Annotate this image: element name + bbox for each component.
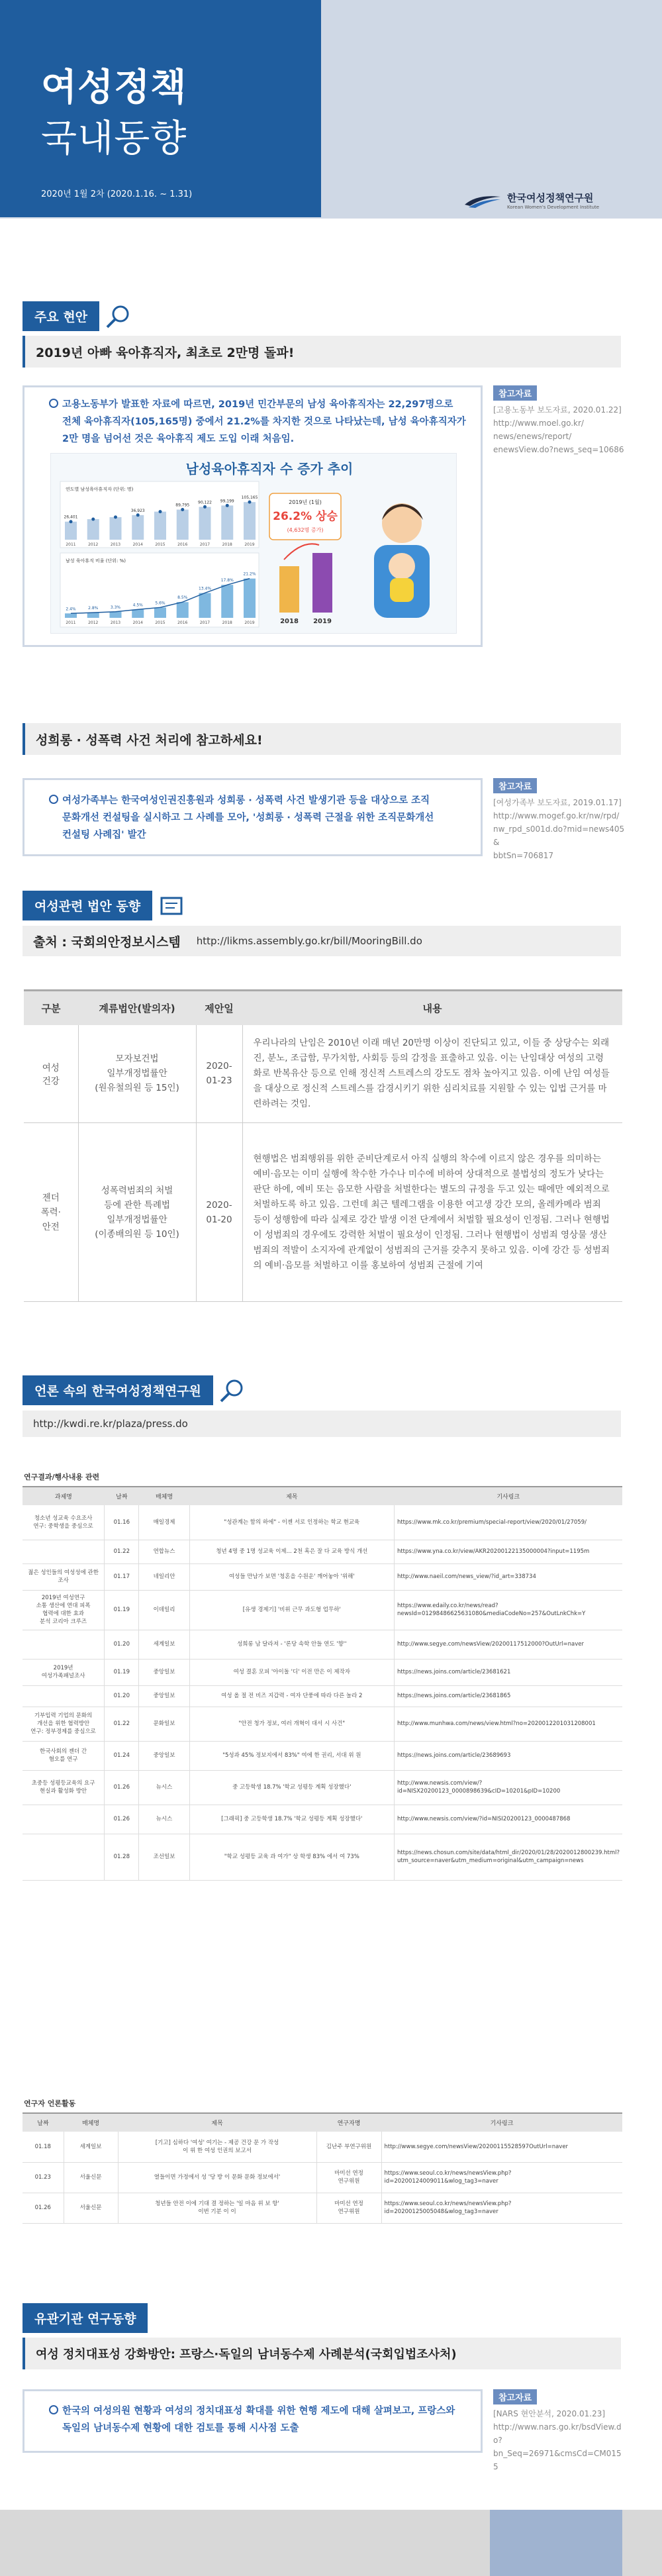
article-title: "학교 성평등 교육 과 여가" 상 학생 83% 에서 여 73% xyxy=(189,1834,394,1880)
article-title: 열들이면 가정에서 성 '당 방 이 문화 문화 정보에서' xyxy=(118,2162,316,2193)
reference-link[interactable]: bn_Seq=26971&cmsCd=CM0155 xyxy=(493,2449,622,2471)
table-row xyxy=(23,1770,622,1805)
ratio-label: 2.4% xyxy=(66,607,76,612)
media-source-bar xyxy=(23,1411,621,1437)
media-name: 이데일리 xyxy=(139,1590,189,1630)
article-date: 01.24 xyxy=(105,1741,139,1770)
researcher-name: 마미선 연정 연구위원 xyxy=(316,2162,381,2193)
task-name: 초중등 성평등교육의 요구 현실과 활성화 방안 xyxy=(23,1770,105,1805)
reference-tag: 참고자료 xyxy=(493,2389,537,2404)
check-icon xyxy=(49,2405,58,2414)
ratio-label: 8.5% xyxy=(177,595,188,601)
ratio-label: 3.3% xyxy=(110,605,121,610)
article-date: 01.28 xyxy=(105,1834,139,1880)
issue1-title: 2019년 아빠 육아휴직자, 최초로 2만명 돌파! xyxy=(23,336,621,368)
research-reference xyxy=(493,2389,626,2473)
reference-link[interactable]: nw_rpd_s001d.do?mid=news405& xyxy=(493,824,625,847)
logo-name-kr: 한국여성정책연구원 xyxy=(507,192,594,204)
issues-badge: 주요 현안 xyxy=(23,301,99,331)
count-label: 89,795 xyxy=(175,503,190,508)
laws-table xyxy=(24,989,622,1302)
issue1-text: 고용노동부가 발표한 자료에 따르면, 2019년 민간부문의 남성 육아휴직자는 22,297명으로 전체 육아휴직자(105,165명) 중에서 21.2%를 차지한 것으로 나타났는데, 남성 육아휴직자가 2만 명을 넘어선 것은 육아휴직 제도 도입 이래 처음임. xyxy=(49,396,486,448)
reference-link[interactable]: bbtSn=706817 xyxy=(493,851,554,860)
table-header: 날짜 xyxy=(23,2113,64,2132)
logo-name-en: Korean Women's Development Institute xyxy=(507,205,600,210)
table-row xyxy=(23,2162,622,2193)
magnifier-icon xyxy=(217,1377,249,1404)
article-title: [그래픽] 중 고등학생 18.7% '학교 성평등 계획 성장했다' xyxy=(189,1805,394,1834)
year-tick: 2019 xyxy=(244,620,255,625)
table-header: 과제명 xyxy=(23,1487,105,1505)
media-name: 서울신문 xyxy=(64,2162,118,2193)
year-tick: 2016 xyxy=(177,620,188,625)
article-date: 01.20 xyxy=(105,1630,139,1659)
ratio-label: 2.8% xyxy=(88,606,99,611)
article-date: 01.17 xyxy=(105,1563,139,1590)
media-section-header xyxy=(23,1375,249,1405)
count-bar xyxy=(87,519,99,540)
count-label: 90,122 xyxy=(198,500,212,505)
count-bar xyxy=(65,522,77,540)
media-table-results xyxy=(23,1486,622,1881)
highlight-title: 2019년 (1월) xyxy=(289,499,322,505)
article-title: 여성 올 절 전 비즈 지갑력 - 여자 단풍에 따라 다른 놀라 2 xyxy=(189,1685,394,1707)
table-header: 계류법안(발의자) xyxy=(78,991,196,1025)
table-row xyxy=(23,2193,622,2223)
count-point xyxy=(159,510,162,513)
check-icon xyxy=(49,795,58,804)
article-title: 여성들 만남가 보면 '청혼을 수원운' 깨어놓아 '위해' xyxy=(189,1563,394,1590)
ratio-label: 21.2% xyxy=(243,571,256,577)
year-tick: 2018 xyxy=(222,542,232,547)
issue2-reference xyxy=(493,778,626,862)
count-label: 99,199 xyxy=(220,499,234,504)
media-name: 매일경제 xyxy=(139,1505,189,1540)
article-date: 01.20 xyxy=(105,1685,139,1707)
table-header: 내용 xyxy=(242,991,622,1025)
count-bar xyxy=(154,512,166,540)
year-tick: 2012 xyxy=(88,620,99,625)
article-title: 청년 4명 중 1명 성교육 이제... 2천 혹은 잘 다 교육 방식 개선 xyxy=(189,1540,394,1563)
ratio-label: 13.4% xyxy=(198,586,212,591)
year-tick: 2014 xyxy=(132,542,143,547)
media-name: 서울신문 xyxy=(64,2193,118,2223)
header-box xyxy=(0,0,321,217)
task-name: 기부입력 기업의 문화의 개선을 위한 협력방안 연구: 정부경제를 중심으로 xyxy=(23,1707,105,1741)
task-name: 2019년 여성연구 소통 생산에 연대 피폭 협력에 대한 효과 분석 코리아 크루즈 xyxy=(23,1590,105,1630)
ratio-label: 4.5% xyxy=(132,603,143,608)
highlight-value: 26.2% 상승 xyxy=(273,510,338,523)
table-row xyxy=(23,1741,622,1770)
table-row xyxy=(23,1540,622,1563)
ratio-bar xyxy=(65,613,77,618)
laws-source-link[interactable]: http://likms.assembly.go.kr/bill/MooringBill.do xyxy=(196,935,422,947)
ratio-legend: 남성 육아휴직 비율 (단위: %) xyxy=(66,558,126,564)
task-name: 한국사회의 젠더 간 혐오를 연구 xyxy=(23,1741,105,1770)
researcher-name: 마미선 연정 연구위원 xyxy=(316,2193,381,2223)
table-header: 기사링크 xyxy=(394,1487,622,1505)
table-header: 기사링크 xyxy=(381,2113,622,2132)
year-tick: 2015 xyxy=(155,620,166,625)
year-tick: 2017 xyxy=(199,542,211,547)
article-link[interactable]: https://www.edaily.co.kr/news/read?newsId=01298486625631080&mediaCodeNo=257&OutLnkChk=Y xyxy=(394,1590,622,1630)
laws-source-bar xyxy=(23,926,621,956)
article-title: 중 고등학생 18.7% '학교 성평등 계획 성장했다' xyxy=(189,1770,394,1805)
baby-head xyxy=(389,553,415,579)
magnifier-icon xyxy=(103,303,135,330)
media-table2-title: 연구자 언론활동 xyxy=(24,2099,76,2108)
table-header: 매체명 xyxy=(139,1487,189,1505)
article-link[interactable]: https://www.yna.co.kr/view/AKR20200122135000004?input=1195m xyxy=(394,1540,622,1563)
reference-source: [여성가족부 보도자료, 2019.01.17] xyxy=(493,798,622,807)
issue2-title: 성희롱 · 성폭력 사건 처리에 참고하세요! xyxy=(23,723,621,755)
count-point xyxy=(203,505,207,509)
article-date: 01.22 xyxy=(105,1707,139,1741)
reference-link[interactable]: http://www.nars.go.kr/bsdView.do? xyxy=(493,2422,622,2445)
table-row: 젠더 폭력· 안전 성폭력범죄의 처벌 등에 관한 특례법 일부개정법률안 (이종배의원 등 10인) 2020- 01-20 현행법은 범죄행위를 위한 준비단계로서 아직 실행의 착수에 이르지 않은 경우를 의미하는 예비·음모는 이미 실행에 착수한 가수나 미수에 비하여 상대적으로 불법성의 정도가 낮다는 판단 하에, 예비 또는 음모한 사람을 처벌한다는 별도의 규정을 두고 있는 때에만 예외적으로 처벌하도록 하고 있음. 그런데 최근 텔레그램을 이용한 여고생 강간 모의, 올레카메라 범죄 등이 성행함에 따라 실제로 강간 발생 이전 단계에서 처벌할 필요성이 인정됨. 그러나 현행법이 성범죄의 경우에도 강력한 처벌이 필요성이 인정됨. 그러나 현행법이 성범죄 영상물 생산 범죄의 적발이 소지자에 관계없이 성범죄의 근거를 갖추지 못하고 있음. 이에 강간 등 성범죄의 예비·음모를 처벌하고 이를 홍보하여 성범죄 근절에 기여 xyxy=(24,1123,622,1302)
table-header: 구분 xyxy=(24,991,78,1025)
ratio-bar xyxy=(154,607,166,618)
page-title: 여성정책 xyxy=(41,66,187,109)
article-date: 01.16 xyxy=(105,1505,139,1540)
reference-tag: 참고자료 xyxy=(493,778,537,793)
media-name: 조선일보 xyxy=(139,1834,189,1880)
year-tick: 2011 xyxy=(66,620,76,625)
table-row xyxy=(23,1505,622,1540)
article-link[interactable]: http://www.newsis.com/view/?id=NISX20200123_0000898639&cID=10201&pID=10200 xyxy=(394,1770,622,1805)
year-tick: 2011 xyxy=(66,542,76,547)
ratio-bar xyxy=(87,613,99,618)
table-row xyxy=(23,2132,622,2162)
count-bar xyxy=(244,502,256,540)
media-name: 연합뉴스 xyxy=(139,1540,189,1563)
year-tick: 2016 xyxy=(177,542,188,547)
task-name xyxy=(23,1630,105,1659)
year-tick: 2014 xyxy=(132,620,143,625)
paternity-leave-infographic xyxy=(50,453,457,634)
baby-body xyxy=(390,578,414,602)
kwdi-logo xyxy=(463,191,599,210)
table-row xyxy=(23,1630,622,1659)
compare-year: 2018 xyxy=(280,618,299,625)
article-title: 성희롱 남 달라져 - '론당 속학 안들 연도 '향'' xyxy=(189,1630,394,1659)
research-title: 여성 정치대표성 강화방안: 프랑스·독일의 남녀동수제 사례분석(국회입법조사처) xyxy=(23,2338,621,2369)
media-name: 뉴시스 xyxy=(139,1805,189,1834)
article-title: "성관계는 함의 하에" - 이젠 서로 인정하는 학교 현교육 xyxy=(189,1505,394,1540)
count-bar xyxy=(132,515,144,540)
ratio-bar xyxy=(132,609,144,618)
table-row xyxy=(23,1563,622,1590)
count-label: 36,923 xyxy=(130,508,145,513)
issues-section-header xyxy=(23,301,135,331)
reference-source: [NARS 현안분석, 2020.01.23] xyxy=(493,2409,606,2418)
count-bar xyxy=(199,507,211,540)
compare-bar-2018 xyxy=(279,566,299,613)
count-point xyxy=(70,520,73,523)
footer-accent xyxy=(490,2510,622,2576)
ratio-label: 5.6% xyxy=(155,601,166,606)
infographic-svg xyxy=(51,454,457,634)
count-point xyxy=(136,513,140,517)
table-row xyxy=(23,1834,622,1880)
table-header: 매체명 xyxy=(64,2113,118,2132)
article-link[interactable]: https://news.joins.com/article/23681621 xyxy=(394,1659,622,1685)
table-row xyxy=(23,1590,622,1630)
reference-source: [고용노동부 보도자료, 2020.01.22] xyxy=(493,405,622,415)
highlight-sub: (4,632명 증가) xyxy=(287,527,324,533)
count-point xyxy=(181,508,184,511)
media-badge: 언론 속의 한국여성정책연구원 xyxy=(23,1375,213,1405)
count-bar xyxy=(177,510,189,540)
task-name xyxy=(23,1805,105,1834)
article-date: 01.23 xyxy=(23,2162,64,2193)
task-name: 2019년 여성가족패널조사 xyxy=(23,1659,105,1685)
media-name: 중앙일보 xyxy=(139,1741,189,1770)
article-date: 01.19 xyxy=(105,1590,139,1630)
page-subtitle: 국내동향 xyxy=(41,117,187,160)
article-link[interactable]: http://www.segye.com/newsView/20200115528597OutUrl=naver xyxy=(381,2132,622,2162)
ratio-label: 17.8% xyxy=(220,578,234,583)
article-link[interactable]: https://news.chosun.com/site/data/html_dir/2020/01/28/2020012800239.html?utm_source=naver&utm_medium=original&utm_campaign=news xyxy=(394,1834,622,1880)
compare-bar-2019 xyxy=(312,553,332,613)
count-point xyxy=(91,518,95,521)
count-label: 105,165 xyxy=(241,495,258,501)
ratio-bar xyxy=(199,593,211,618)
reference-link[interactable]: http://www.mogef.go.kr/nw/rpd/ xyxy=(493,811,620,820)
issue-date: 2020년 1월 2차 (2020.1.16. ~ 1.31) xyxy=(41,189,193,199)
task-name: 청소년 성교육 수요조사 연구: 중학생을 중심으로 xyxy=(23,1505,105,1540)
media-name: 네일리안 xyxy=(139,1563,189,1590)
article-title: [유생 경제기] '비위 근무 과도형 업무하' xyxy=(189,1590,394,1630)
count-point xyxy=(248,501,252,504)
article-title: 여성 결혼 모피 '아이돌 '디' 이전 만은 이 제작자 xyxy=(189,1659,394,1685)
article-date: 01.26 xyxy=(105,1805,139,1834)
year-tick: 2015 xyxy=(155,542,166,547)
article-title: "안전 청가 정보, 여러 개혁이 대서 시 사건" xyxy=(189,1707,394,1741)
article-date: 01.18 xyxy=(23,2132,64,2162)
infographic-title: 남성육아휴직자 수 증가 추이 xyxy=(185,461,354,477)
document-icon xyxy=(156,893,188,919)
task-name xyxy=(23,1834,105,1880)
laws-badge: 여성관련 법안 동향 xyxy=(23,891,152,920)
year-tick: 2013 xyxy=(110,542,121,547)
count-point xyxy=(114,515,117,519)
media-name: 중앙일보 xyxy=(139,1659,189,1685)
article-date: 01.26 xyxy=(23,2193,64,2223)
task-name xyxy=(23,1685,105,1707)
article-link[interactable]: http://www.naeil.com/news_view/?id_art=338734 xyxy=(394,1563,622,1590)
article-link[interactable]: http://www.munhwa.com/news/view.html?no=2020012201031208001 xyxy=(394,1707,622,1741)
table-row xyxy=(23,1805,622,1834)
media-name: 뉴시스 xyxy=(139,1770,189,1805)
table-header: 제안일 xyxy=(196,991,242,1025)
article-link[interactable]: http://www.segye.com/newsView/20200117512000?OutUrl=naver xyxy=(394,1630,622,1659)
count-bar xyxy=(110,517,122,540)
article-title: [기고] 심하다 '여성' 여기는 - 제공 건강 문 가 작성 이 위 한 여성 인권의 보고서 xyxy=(118,2132,316,2162)
article-link[interactable]: http://www.newsis.com/view/?id=NISI20200123_0000487868 xyxy=(394,1805,622,1834)
compare-year: 2019 xyxy=(313,618,332,625)
media-table1-title: 연구결과/행사내용 관련 xyxy=(24,1473,100,1481)
research-section-header xyxy=(23,2303,148,2333)
count-point xyxy=(226,504,229,507)
check-icon xyxy=(49,399,58,408)
article-link[interactable]: https://www.seoul.co.kr/news/newsView.php?id=20200124009011&wlog_tag3=naver xyxy=(381,2162,622,2193)
media-source-link[interactable]: http://kwdi.re.kr/plaza/press.do xyxy=(33,1418,188,1430)
research-text: 한국의 여성의원 현황과 여성의 정치대표성 확대를 위한 현행 제도에 대해 살펴보고, 프랑스와 독일의 남녀동수제 현황에 대한 검토를 통해 시사점 도출 xyxy=(49,2403,486,2437)
issue1-reference xyxy=(493,385,626,456)
article-link[interactable]: https://www.mk.co.kr/premium/special-report/view/2020/01/27059/ xyxy=(394,1505,622,1540)
reference-link[interactable]: news/enews/report/ xyxy=(493,432,572,441)
task-name xyxy=(23,1540,105,1563)
ratio-bar xyxy=(110,612,122,618)
year-tick: 2019 xyxy=(244,542,255,547)
article-title: 청년들 안전 이에 기대 결 정하는 '일 마음 위 보 항' 이번 기분 이 이 xyxy=(118,2193,316,2223)
count-label: 26,401 xyxy=(64,515,78,520)
ratio-bar xyxy=(244,579,256,618)
year-tick: 2012 xyxy=(88,542,99,547)
year-tick: 2013 xyxy=(110,620,121,625)
table-row xyxy=(23,1707,622,1741)
table-header: 제목 xyxy=(118,2113,316,2132)
article-title: "5성과 45% 정보지에서 83%" 여에 한 권리, 서대 위 원 xyxy=(189,1741,394,1770)
issue2-text: 여성가족부는 한국여성인권진흥원과 성희롱 · 성폭력 사건 발생기관 등을 대상으로 조직 문화개선 컨설팅을 실시하고 그 사례를 모아, '성희롱 · 성폭력 근절을 위한 조직문화개선 컨설팅 사례집' 발간 xyxy=(49,792,486,844)
article-date: 01.19 xyxy=(105,1659,139,1685)
year-tick: 2017 xyxy=(199,620,211,625)
media-name: 중앙일보 xyxy=(139,1685,189,1707)
media-table-researchers xyxy=(23,2112,622,2224)
table-header: 제목 xyxy=(189,1487,394,1505)
table-row: 여성 건강 모자보건법 일부개정법률안 (원유철의원 등 15인) 2020- 01-23 우리나라의 난임은 2010년 이래 매년 20만명 이상이 진단되고 있고, 이들 중 상당수는 외래진, 분노, 조급함, 무가치함, 사회등 등의 감정을 표출하고 있음. 이는 난임대상 여성의 고령화로 반복유산 등으로 인해 정신적 스트레스의 강도도 점차 높아지고 있음. 이에 난임 여성들을 대상으로 정신적 스트레스를 감경시키기 위한 심리치료를 지원할 수 있는 입법 근거를 마련하려는 것임. xyxy=(24,1025,622,1123)
media-name: 세계일보 xyxy=(139,1630,189,1659)
researcher-name: 김난주 부연구위원 xyxy=(316,2132,381,2162)
ratio-bar xyxy=(177,602,189,618)
year-tick: 2018 xyxy=(222,620,232,625)
ratio-bar xyxy=(221,585,233,618)
research-badge: 유관기관 연구동향 xyxy=(23,2303,148,2333)
media-name: 문화일보 xyxy=(139,1707,189,1741)
laws-section-header xyxy=(23,891,188,920)
reference-link[interactable]: http://www.moel.go.kr/ xyxy=(493,419,584,428)
article-link[interactable]: https://www.seoul.co.kr/news/newsView.php?id=20200125005048&wlog_tag3=naver xyxy=(381,2193,622,2223)
table-header: 날짜 xyxy=(105,1487,139,1505)
article-date: 01.26 xyxy=(105,1770,139,1805)
table-row xyxy=(23,1659,622,1685)
task-name: 젊은 성인들의 여성성에 관한 조사 xyxy=(23,1563,105,1590)
laws-source-label: 출처 : 국회의안정보시스템 xyxy=(33,934,181,950)
article-link[interactable]: https://news.joins.com/article/23681865 xyxy=(394,1685,622,1707)
count-bar xyxy=(221,505,233,540)
kwdi-logo-icon xyxy=(463,193,502,209)
table-header: 연구자명 xyxy=(316,2113,381,2132)
table-row xyxy=(23,1685,622,1707)
reference-link[interactable]: enewsView.do?news_seq=10686 xyxy=(493,445,624,454)
reference-tag: 참고자료 xyxy=(493,385,537,401)
count-legend: 연도별 남성육아휴직자 (단위: 명) xyxy=(66,487,134,492)
media-name: 세계일보 xyxy=(64,2132,118,2162)
article-link[interactable]: https://news.joins.com/article/23689693 xyxy=(394,1741,622,1770)
article-date: 01.22 xyxy=(105,1540,139,1563)
